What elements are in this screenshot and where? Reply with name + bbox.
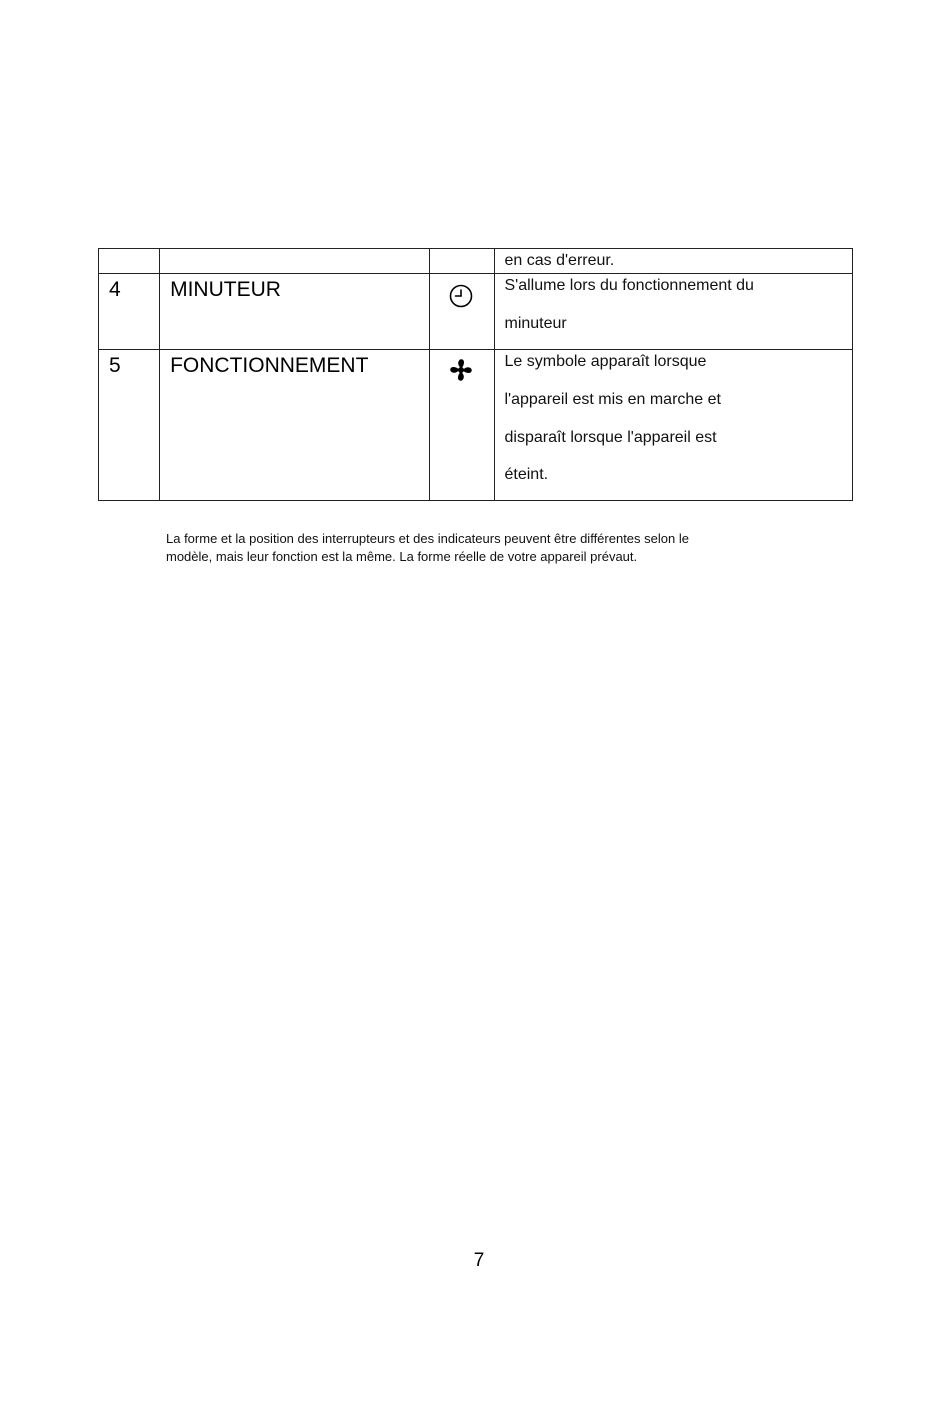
indicator-table [98, 248, 853, 501]
row-number: 5 [109, 354, 121, 377]
fan-icon [447, 356, 475, 384]
description-line: Le symbole apparaît lorsque [504, 353, 707, 370]
table-row-continuation [99, 249, 853, 274]
description-line: minuteur [504, 315, 567, 332]
number-cell [99, 350, 160, 501]
indicator-name: FONCTIONNEMENT [170, 354, 369, 377]
description-cell [494, 249, 853, 274]
table-row-fonctionnement [99, 350, 853, 501]
number-cell [99, 274, 160, 350]
description-line: disparaît lorsque l'appareil est [504, 429, 717, 446]
note-line: modèle, mais leur fonction est la même. La forme réelle de votre appareil prévaut. [166, 549, 638, 564]
description-cell [494, 274, 853, 350]
icon-cell [430, 350, 494, 501]
icon-cell [430, 274, 494, 350]
name-cell [160, 350, 430, 501]
icon-cell [430, 249, 494, 274]
page-number: 7 [473, 1250, 485, 1271]
description-text: en cas d'erreur. [504, 252, 615, 269]
note-line: La forme et la position des interrupteurs et des indicateurs peuvent être différentes selon le [166, 531, 689, 546]
name-cell [160, 249, 430, 274]
clock-icon [447, 282, 475, 310]
description-line: l'appareil est mis en marche et [504, 391, 721, 408]
name-cell [160, 274, 430, 350]
number-cell [99, 249, 160, 274]
disclaimer-note [166, 530, 806, 566]
description-line: S'allume lors du fonctionnement du [504, 277, 754, 294]
description-line: éteint. [504, 466, 549, 483]
row-number: 4 [109, 278, 121, 301]
description-cell [494, 350, 853, 501]
indicator-name: MINUTEUR [170, 278, 281, 301]
table-row-minuteur [99, 274, 853, 350]
